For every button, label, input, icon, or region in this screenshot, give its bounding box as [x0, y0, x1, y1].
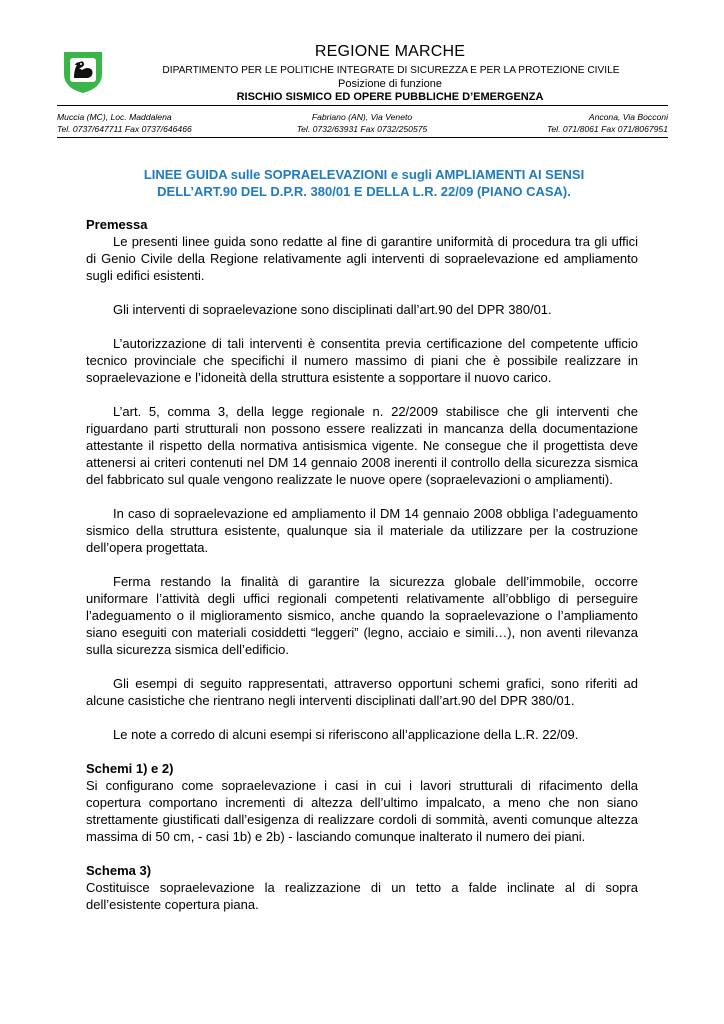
premessa-heading: Premessa	[86, 217, 148, 232]
region-title: REGIONE MARCHE	[314, 43, 466, 60]
address-fabriano	[262, 111, 462, 135]
address-muccia	[57, 111, 192, 135]
schema-3-heading: Schema 3)	[86, 863, 152, 878]
position-label: Posizione di funzione	[338, 78, 442, 90]
paragraph: Gli interventi di sopraelevazione sono disciplinati dall’art.90 del DPR 380/01.	[113, 302, 552, 317]
address-line: Muccia (MC), Loc. Maddalena	[57, 112, 172, 122]
address-phone: Tel. 071/8061 Fax 071/8067951	[546, 124, 668, 134]
title-line-1: LINEE GUIDA sulle SOPRAELEVAZIONI e sugli AMPLIAMENTI AI SENSI	[143, 167, 585, 182]
address-phone: Tel. 0737/647711 Fax 0737/646466	[57, 124, 192, 134]
title-line-2: DELL’ART.90 DEL D.P.R. 380/01 E DELLA L.R. 22/09 (PIANO CASA).	[157, 184, 571, 199]
address-line: Ancona, Via Bocconi	[588, 112, 668, 122]
schemi-1-2-text: Si configurano come sopraelevazione i casi in cui i lavori strutturali di rifacimento della copertura comportano incrementi di altezza dell’ultimo impalcato, a meno che non siano strettamente giustificati dall’esigenza di realizzare cordoli di sommità, aventi comunque altezza massima di 50 cm, - casi 1b) e 2b) - lasciando comunque inalterato il numero dei piani.	[86, 778, 638, 844]
document-body	[86, 216, 638, 913]
schemi-1-2-heading: Schemi 1) e 2)	[86, 761, 174, 776]
paragraph: L’art. 5, comma 3, della legge regionale n. 22/2009 stabilisce che gli interventi che riguardano parti strutturali non possono essere realizzati in mancanza della documentazione attestante il rispetto della normativa antisismica vigente. Ne consegue che il progettista deve attenersi ai criteri contenuti nel DM 14 gennaio 2008 inerenti il controllo della sicurezza sismica del fabbricato sul quale vengono realizzate le nuove opere (sopraelevazioni o ampliamenti).	[86, 404, 638, 487]
header-divider-top	[57, 105, 668, 106]
regione-marche-logo-icon	[62, 50, 104, 94]
address-phone: Tel. 0732/63931 Fax 0732/250575	[296, 124, 428, 134]
schema-3-text: Costituisce sopraelevazione la realizzazione di un tetto a falde inclinate al di sopra dell’esistente copertura piana.	[86, 880, 638, 912]
service-name: RISCHIO SISMICO ED OPERE PUBBLICHE D’EMERGENZA	[236, 91, 544, 103]
document-title	[90, 166, 638, 200]
address-line: Fabriano (AN), Via Veneto	[311, 112, 413, 122]
paragraph: Le note a corredo di alcuni esempi si riferiscono all’applicazione della L.R. 22/09.	[113, 727, 579, 742]
department-name: DIPARTIMENTO PER LE POLITICHE INTEGRATE DI SICUREZZA E PER LA PROTEZIONE CIVILE	[162, 65, 620, 76]
paragraph: Gli esempi di seguito rappresentati, attraverso opportuni schemi grafici, sono riferiti ad alcune casistiche che rientrano negli interventi disciplinati dall’art.90 del DPR 380/01.	[86, 676, 638, 708]
paragraph: L’autorizzazione di tali interventi è consentita previa certificazione del competente ufficio tecnico provinciale che specifichi il numero massimo di piani che è possibile realizzare in sopraelevazione e l’idoneità della struttura esistente a sopportare il nuovo carico.	[86, 336, 638, 385]
header-divider-bottom	[57, 137, 668, 138]
paragraph: Le presenti linee guida sono redatte al fine di garantire uniformità di procedura tra gli uffici di Genio Civile della Regione relativamente agli interventi di sopraelevazione ed ampliamento sugli edifici esistenti.	[86, 234, 638, 283]
paragraph: In caso di sopraelevazione ed ampliamento il DM 14 gennaio 2008 obbliga l’adeguamento sismico della struttura esistente, qualunque sia il materiale da utilizzare per la costruzione dell’opera progettata.	[86, 506, 638, 555]
address-ancona	[547, 111, 668, 135]
paragraph: Ferma restando la finalità di garantire la sicurezza globale dell’immobile, occorre uniformare l’attività degli uffici regionali competenti relativamente all’obbligo di perseguire l’adeguamento o il miglioramento sismico, anche quando la sopraelevazione o l’ampliamento siano eseguiti con materiali cosiddetti “leggeri” (legno, acciaio e simili…), non aventi rilevanza sulla sicurezza sismica dell’edificio.	[86, 574, 638, 657]
